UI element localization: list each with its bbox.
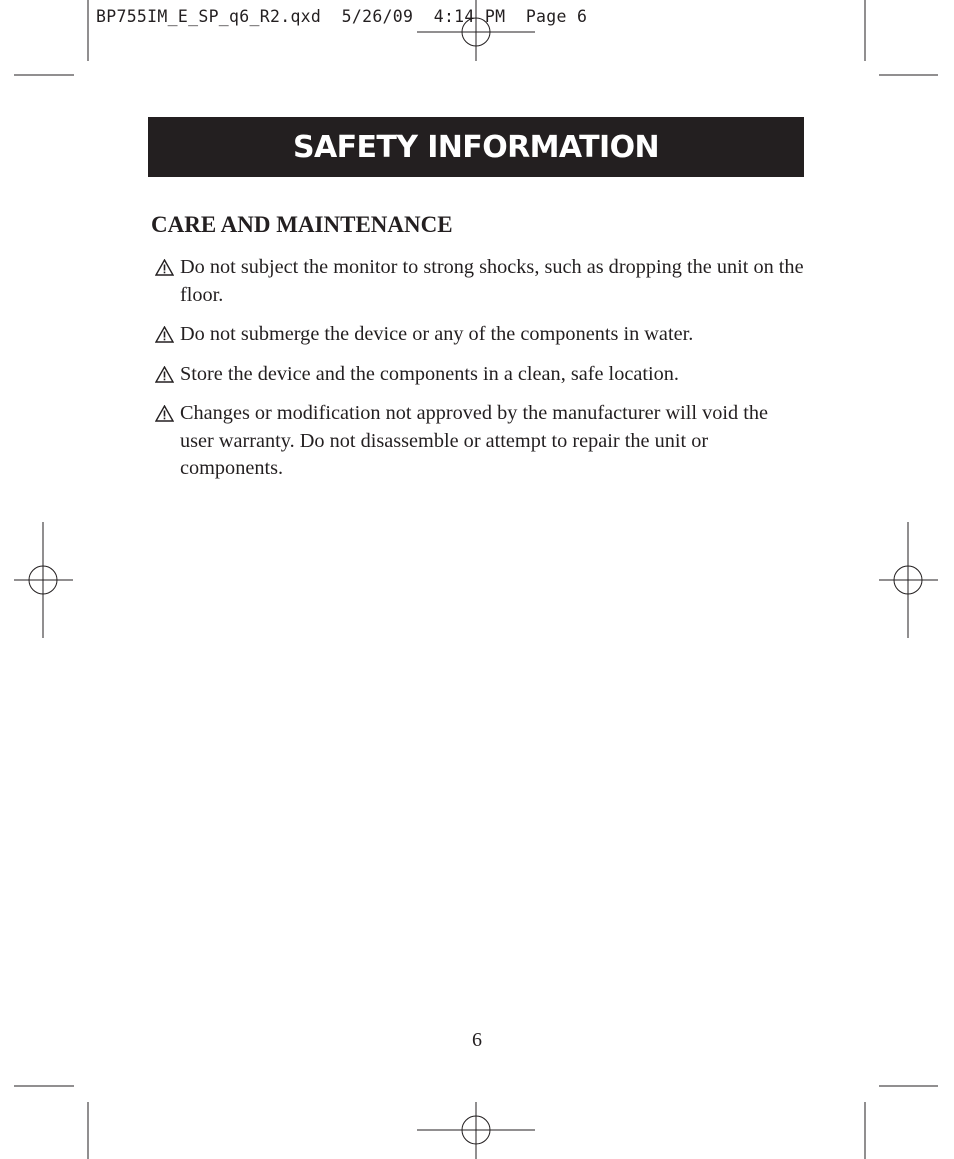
list-item (155, 400, 805, 483)
list-item (155, 321, 805, 349)
warning-triangle-icon (155, 405, 174, 422)
care-instructions-list (155, 254, 805, 495)
registration-mark-right (879, 522, 938, 638)
list-item-text: Do not subject the monitor to strong shocks, such as dropping the unit on the floor. (180, 256, 804, 306)
list-item-text: Do not submerge the device or any of the components in water. (180, 323, 694, 345)
warning-triangle-icon (155, 366, 174, 383)
list-item-text: Store the device and the components in a clean, safe location. (180, 362, 679, 385)
list-item-text: Changes or modification not approved by the manufacturer will void the user warranty. Do not disassemble or attempt to repair the unit or components. (180, 402, 768, 479)
warning-triangle-icon (155, 326, 174, 343)
section-banner (148, 117, 804, 177)
page-title: SAFETY INFORMATION (293, 129, 659, 165)
page-number: 6 (472, 1029, 482, 1051)
registration-mark-top (417, 0, 535, 61)
print-slug: BP755IM_E_SP_q6_R2.qxd 5/26/09 4:14 PM Page 6 (96, 7, 588, 26)
registration-mark-bottom (417, 1102, 535, 1159)
list-item (155, 361, 805, 389)
warning-triangle-icon (155, 259, 174, 276)
registration-mark-left (14, 522, 73, 638)
list-item (155, 254, 805, 309)
section-heading: CARE AND MAINTENANCE (151, 212, 453, 237)
